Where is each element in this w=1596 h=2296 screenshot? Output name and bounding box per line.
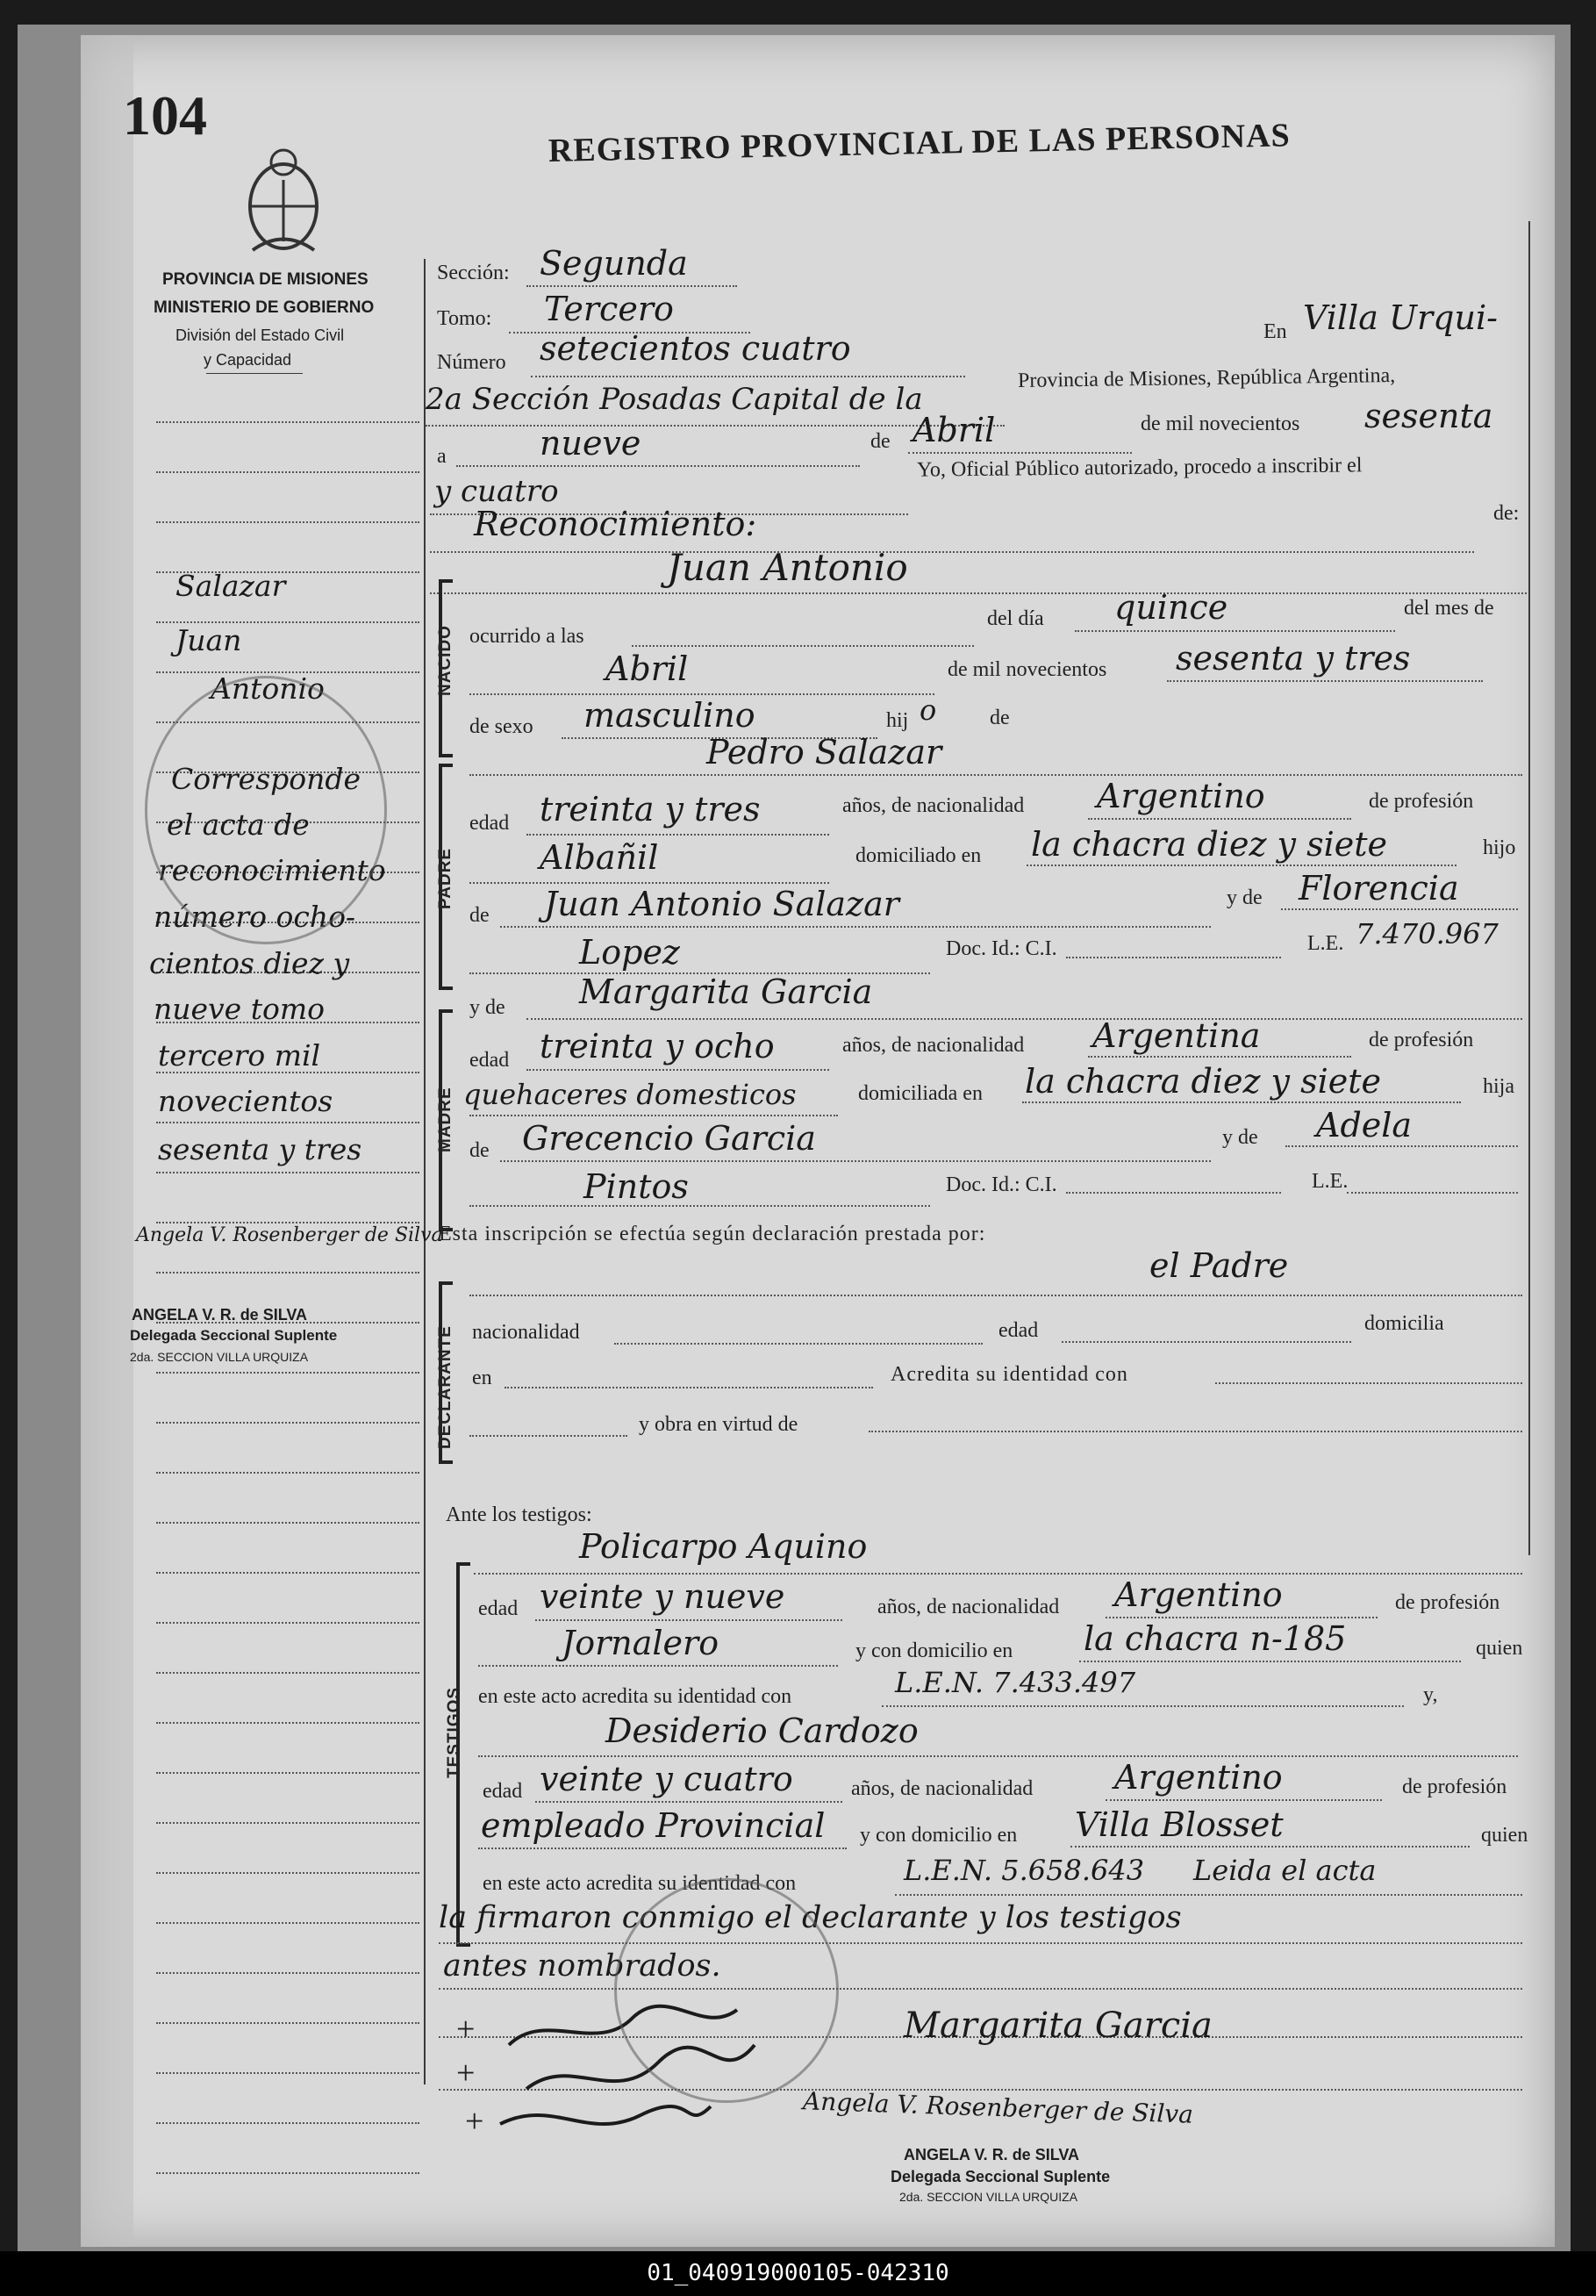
t2-nac-value: Argentino (1114, 1758, 1283, 1797)
t1-prof-label: de profesión (1395, 1591, 1500, 1614)
padre-le-value: 7.470.967 (1356, 917, 1499, 951)
declarante-dom-label: domicilia (1364, 1312, 1444, 1335)
padre-edad-label: edad (469, 812, 510, 835)
margin-stamp-line-1: ANGELA V. R. de SILVA (132, 1306, 308, 1324)
padre-edad-value: treinta y tres (540, 790, 761, 829)
testigo2-nombre: Desiderio Cardozo (605, 1711, 919, 1750)
madre-dom-value: la chacra diez y siete (1025, 1062, 1381, 1101)
image-id-footer: 01_040919000105-042310 (0, 2251, 1596, 2296)
margin-note-line: Antonio (211, 671, 325, 706)
margin-row (156, 1472, 419, 1474)
margin-row (156, 1222, 419, 1223)
padre-yde-label: y de (1227, 886, 1263, 909)
madre-hija-label: hija (1483, 1075, 1514, 1098)
t2-nac-text: años, de nacionalidad (851, 1777, 1034, 1800)
t2-dom-label: y con domicilio en (860, 1824, 1018, 1847)
bottom-stamp-line-3: 2da. SECCION VILLA URQUIZA (899, 2190, 1078, 2204)
declarante-nac-label: nacionalidad (472, 1321, 580, 1344)
t1-edad-value: veinte y nueve (540, 1577, 785, 1616)
margin-row (156, 1822, 419, 1824)
margin-row (156, 2172, 419, 2174)
margin-row (156, 1522, 419, 1524)
issuer-line-2: MINISTERIO DE GOBIERNO (154, 298, 375, 317)
t2-edad-label: edad (483, 1780, 523, 1803)
padre-dom-label: domiciliado en (855, 844, 982, 867)
margin-row (156, 1122, 419, 1123)
tomo-value: Tercero (544, 290, 674, 328)
declarante-acredita-text: Acredita su identidad con (891, 1363, 1128, 1386)
margin-row (156, 521, 419, 523)
margin-row (156, 1422, 419, 1424)
oficial-text: Yo, Oficial Público autorizado, procedo a inscribir el (916, 454, 1363, 482)
en-label: En (1263, 320, 1287, 343)
issuer-line-3: División del Estado Civil (175, 326, 345, 344)
del-mes-label: del mes de (1404, 597, 1494, 620)
padre-madre-value: Florencia (1299, 869, 1459, 908)
signature-madre: Margarita Garcia (904, 2005, 1213, 2046)
de-label: de (870, 430, 891, 453)
madre-madre-value: Adela (1316, 1106, 1413, 1144)
main-column-rule (424, 259, 426, 2084)
padre-section-label: PADRE (436, 847, 454, 909)
closing-line-1: la firmaron conmigo el declarante y los testigos (439, 1900, 1182, 1935)
margin-row (156, 1872, 419, 1874)
sexo-label: de sexo (469, 715, 533, 738)
margin-row (156, 421, 419, 423)
testigos-section-label: TESTIGOS (445, 1686, 463, 1778)
margin-row (156, 1972, 419, 1974)
madre-prof-label: de profesión (1369, 1029, 1474, 1051)
madre-edad-label: edad (469, 1049, 510, 1072)
padre-doc-label: Doc. Id.: C.I. (946, 937, 1057, 960)
madre-de-label: de (469, 1139, 490, 1162)
mes-value: Abril (913, 411, 996, 449)
declaracion-value: el Padre (1149, 1246, 1289, 1285)
hijo-suffix: o (920, 693, 937, 727)
margin-signature: Angela V. Rosenberger de Silva (136, 1224, 443, 1246)
nombre-value: Juan Antonio (667, 546, 908, 589)
madre-prof-value: quehaceres domesticos (463, 1078, 797, 1111)
en-value: Villa Urqui- (1303, 298, 1498, 337)
padre-nac-value: Argentino (1097, 777, 1265, 815)
acto-value: Reconocimiento: (474, 505, 757, 543)
madre-yde-label: y de (469, 996, 505, 1019)
madre-le-label: L.E. (1312, 1170, 1349, 1193)
t2-quien: quien (1481, 1824, 1528, 1847)
hijo-label: hij (886, 709, 909, 732)
folio-number: 104 (123, 84, 207, 147)
coat-of-arms-icon (235, 145, 332, 259)
t2-dom-value: Villa Blosset (1075, 1805, 1284, 1844)
testigo1-nombre: Policarpo Aquino (579, 1527, 868, 1566)
numero-label: Número (437, 351, 506, 374)
madre-nac-text: años, de nacionalidad (842, 1034, 1025, 1057)
closing-line-2: antes nombrados. (443, 1948, 721, 1984)
madre-nombre: Margarita Garcia (579, 972, 873, 1011)
issuer-line-4: y Capacidad (204, 351, 292, 369)
margin-note-line: Juan (175, 623, 242, 657)
t1-acredita: en este acto acredita su identidad con (478, 1685, 792, 1708)
padre-padre-value: Juan Antonio Salazar (544, 885, 899, 923)
madre-doc-label: Doc. Id.: C.I. (946, 1173, 1057, 1196)
margin-note-line: el acta de (167, 807, 310, 842)
padre-hijo-label: hijo (1483, 836, 1516, 859)
numero-value: setecientos cuatro (540, 329, 851, 368)
margin-row (156, 1572, 419, 1574)
dia-value: nueve (540, 424, 641, 463)
t1-prof-value: Jornalero (562, 1624, 719, 1662)
nacido-mes-value: Abril (605, 649, 689, 688)
margin-row (156, 1672, 419, 1674)
del-dia-label: del día (987, 607, 1044, 630)
ocurrido-label: ocurrido a las (469, 625, 584, 648)
declarante-obra-text: y obra en virtud de (639, 1413, 798, 1436)
issuer-line-1: PROVINCIA DE MISIONES (162, 270, 369, 289)
tomo-label: Tomo: (437, 307, 492, 330)
madre-yde2-label: y de (1222, 1126, 1258, 1149)
margin-note-line: reconocimiento (158, 853, 386, 887)
declarante-en-label: en (472, 1367, 492, 1389)
margin-note-line: tercero mil (158, 1038, 321, 1073)
signature-marks: + (456, 2011, 476, 2048)
margin-row (156, 1372, 419, 1374)
margin-note-line: Salazar (175, 569, 286, 603)
anio-value: sesenta (1364, 397, 1493, 435)
a-label: a (437, 445, 447, 468)
margin-row (156, 1272, 419, 1274)
madre-madre2-value: Pintos (583, 1167, 689, 1206)
declarante-section-label: DECLARANTE (436, 1325, 454, 1449)
margin-note-line: nueve tomo (154, 992, 325, 1026)
t2-acredita: en este acto acredita su identidad con (483, 1872, 797, 1895)
padre-dom-value: la chacra diez y siete (1031, 825, 1387, 864)
nacido-section-label: NACIDO (436, 625, 454, 696)
bottom-stamp-line-1: ANGELA V. R. de SILVA (904, 2146, 1080, 2163)
margin-note-line: número ocho- (154, 900, 356, 934)
nacido-anio-value: sesenta y tres (1176, 639, 1411, 678)
madre-dom-label: domiciliada en (858, 1082, 983, 1105)
margin-row (156, 1172, 419, 1173)
margin-stamp-line-3: 2da. SECCION VILLA URQUIZA (130, 1350, 309, 1364)
madre-nac-value: Argentina (1092, 1016, 1261, 1055)
declarante-edad-label: edad (998, 1319, 1039, 1342)
t1-nac-value: Argentino (1114, 1575, 1283, 1614)
margin-row (156, 471, 419, 473)
padre-prof-label: de profesión (1369, 790, 1474, 813)
madre-edad-value: treinta y ocho (540, 1027, 775, 1065)
t2-doc: L.E.N. 5.658.643 (904, 1854, 1145, 1887)
bottom-stamp-line-2: Delegada Seccional Suplente (891, 2168, 1111, 2185)
nacido-mil-text: de mil novecientos (948, 658, 1107, 681)
padre-nombre: Pedro Salazar (706, 733, 942, 771)
t1-y: y, (1423, 1683, 1438, 1706)
padre-de-label: de (469, 904, 490, 927)
de-end: de: (1493, 502, 1520, 525)
ante-testigos-text: Ante los testigos: (446, 1503, 592, 1526)
t2-leida: Leida el acta (1193, 1854, 1377, 1887)
margin-row (156, 1772, 419, 1774)
t2-prof-label: de profesión (1402, 1776, 1507, 1798)
margin-note-line: sesenta y tres (158, 1132, 362, 1166)
provincia-text: Provincia de Misiones, República Argentina, (1017, 363, 1396, 393)
t1-dom-label: y con domicilio en (855, 1639, 1013, 1662)
padre-madre2-value: Lopez (579, 933, 680, 972)
t1-edad-label: edad (478, 1597, 519, 1620)
declaracion-text: Esta inscripción se efectúa según declaración prestada por: (439, 1223, 986, 1245)
margin-row (156, 2072, 419, 2074)
margin-row (156, 1622, 419, 1624)
t1-doc: L.E.N. 7.433.497 (895, 1666, 1136, 1699)
t1-quien: quien (1476, 1637, 1523, 1660)
margin-note-line: cientos diez y (149, 946, 350, 980)
margin-row (156, 1722, 419, 1724)
padre-prof-value: Albañil (540, 838, 659, 877)
nacido-de-label: de (990, 707, 1010, 729)
padre-le-label: L.E. (1307, 932, 1344, 955)
margin-row (156, 1922, 419, 1924)
margin-note-line: novecientos (158, 1084, 333, 1118)
seccion-label: Sección: (437, 262, 510, 284)
madre-section-label: MADRE (436, 1087, 454, 1152)
bottom-signature: Angela V. Rosenberger de Silva (802, 2086, 1194, 2129)
nacido-dia-value: quince (1114, 588, 1228, 627)
madre-padre-value: Grecencio Garcia (522, 1119, 816, 1158)
seccion-value: Segunda (540, 244, 688, 283)
anio2-value: y cuatro (434, 474, 559, 509)
sexo-value: masculino (583, 696, 755, 735)
bottom-seal (614, 1878, 839, 2103)
page-title: REGISTRO PROVINCIAL DE LAS PERSONAS (548, 117, 1292, 169)
place-value: 2a Sección Posadas Capital de la (426, 382, 923, 417)
margin-seal (145, 676, 387, 944)
padre-nac-text: años, de nacionalidad (842, 794, 1025, 817)
margin-row (156, 2022, 419, 2024)
t2-prof-value: empleado Provincial (481, 1806, 826, 1845)
t1-nac-text: años, de nacionalidad (877, 1596, 1060, 1618)
t2-edad-value: veinte y cuatro (540, 1760, 793, 1798)
t1-dom-value: la chacra n-185 (1084, 1619, 1347, 1658)
margin-note-line: Corresponde (171, 762, 361, 796)
margin-row (156, 2122, 419, 2124)
margin-stamp-line-2: Delegada Seccional Suplente (130, 1327, 338, 1344)
mil-text: de mil novecientos (1141, 413, 1300, 435)
